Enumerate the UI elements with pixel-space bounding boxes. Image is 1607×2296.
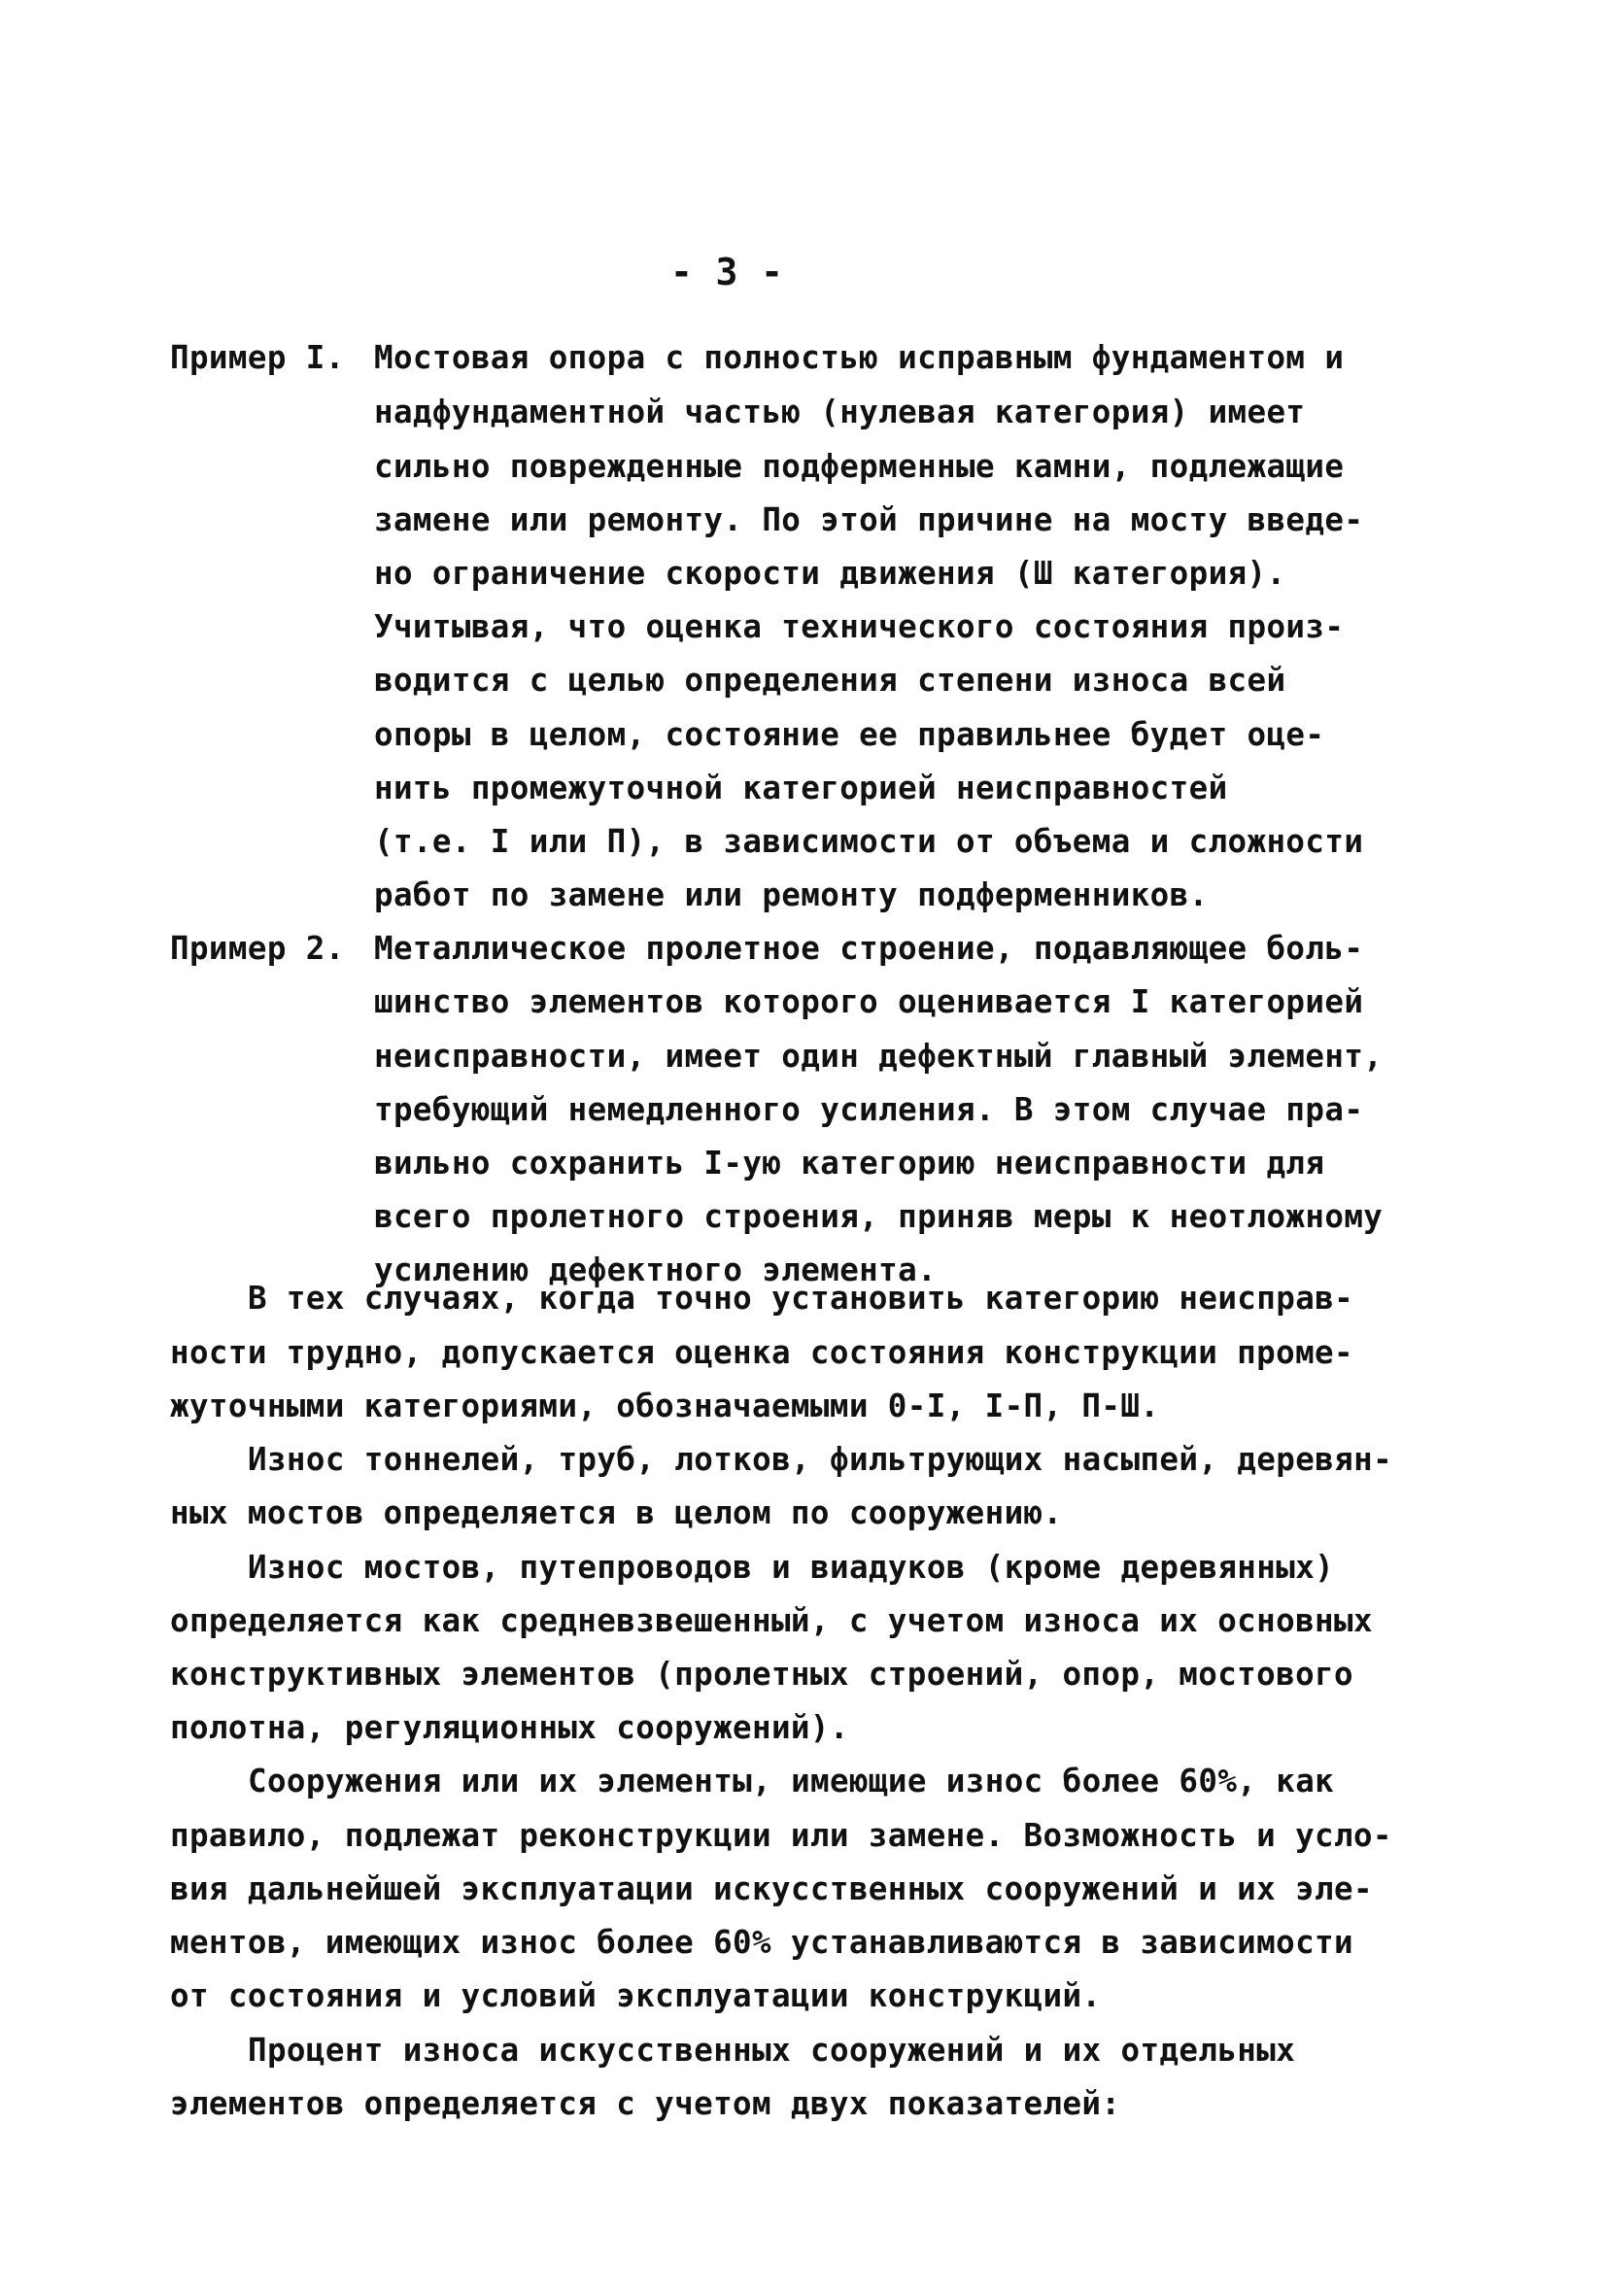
example-2-line: усилению дефектного элемента. [374, 1251, 938, 1288]
paragraph-line: ментов, имеющих износ более 60% устанавливаются в зависимости [170, 1924, 1353, 1961]
paragraph-line: ных мостов определяется в целом по сооружению. [170, 1494, 1063, 1531]
example-1-line: Мостовая опора с полностью исправным фундаментом и [374, 339, 1345, 376]
example-1-line: Учитывая, что оценка технического состояния произ- [374, 608, 1345, 645]
paragraph-line: ности трудно, допускается оценка состояния конструкции проме- [170, 1334, 1353, 1371]
example-1-line: но ограничение скорости движения (Ш категория). [374, 555, 1286, 592]
example-2-line: шинство элементов которого оценивается I категорией [374, 983, 1364, 1020]
paragraph-line: вия дальнейшей эксплуатации искусственных сооружений и их эле- [170, 1870, 1373, 1907]
paragraph-line: Износ мостов, путепроводов и виадуков (кроме деревянных) [248, 1549, 1335, 1586]
page-number: - 3 - [670, 251, 784, 293]
paragraph-line: Износ тоннелей, труб, лотков, фильтрующих насыпей, деревян- [248, 1441, 1393, 1478]
example-1-line: замене или ремонту. По этой причине на мосту введе- [374, 501, 1364, 538]
paragraph-line: от состояния и условий эксплуатации конструкций. [170, 1977, 1102, 2014]
paragraph-line: Процент износа искусственных сооружений и их отдельных [248, 2032, 1296, 2069]
paragraph-line: конструктивных элементов (пролетных строений, опор, мостового [170, 1656, 1353, 1693]
paragraph-line: полотна, регуляционных сооружений). [170, 1709, 849, 1746]
example-1-line: надфундаментной частью (нулевая категория) имеет [374, 394, 1306, 430]
paragraph-line: Сооружения или их элементы, имеющие износ более 60%, как [248, 1763, 1335, 1799]
paragraph-line: В тех случаях, когда точно установить категорию неисправ- [248, 1280, 1354, 1317]
example-2-label: Пример 2. [170, 930, 345, 967]
example-1-line: сильно поврежденные подферменные камни, подлежащие [374, 448, 1345, 485]
example-1-line: нить промежуточной категорией неисправностей [374, 770, 1228, 806]
example-2-line: Металлическое пролетное строение, подавляющее боль- [374, 930, 1364, 967]
example-1-line: водится с целью определения степени износа всей [374, 662, 1286, 699]
example-1-line: работ по замене или ремонту подферменников. [374, 876, 1209, 913]
example-1-line: опоры в целом, состояние ее правильнее будет оце- [374, 716, 1325, 753]
example-2-line: всего пролетного строения, приняв меры к неотложному [374, 1198, 1384, 1235]
paragraph-line: элементов определяется с учетом двух показателей: [170, 2085, 1121, 2122]
example-2-line: вильно сохранить I-ую категорию неисправности для [374, 1145, 1325, 1182]
paragraph-line: определяется как средневзвешенный, с учетом износа их основных [170, 1602, 1373, 1639]
paragraph-line: правило, подлежат реконструкции или замене. Возможность и усло- [170, 1817, 1392, 1854]
example-2-line: неисправности, имеет один дефектный главный элемент, [374, 1038, 1384, 1075]
paragraph-line: жуточными категориями, обозначаемыми 0-I, I-П, П-Ш. [170, 1388, 1160, 1424]
example-2-line: требующий немедленного усиления. В этом случае пра- [374, 1091, 1364, 1128]
example-1-label: Пример I. [170, 339, 345, 376]
example-1-line: (т.е. I или П), в зависимости от объема и сложности [374, 823, 1364, 860]
